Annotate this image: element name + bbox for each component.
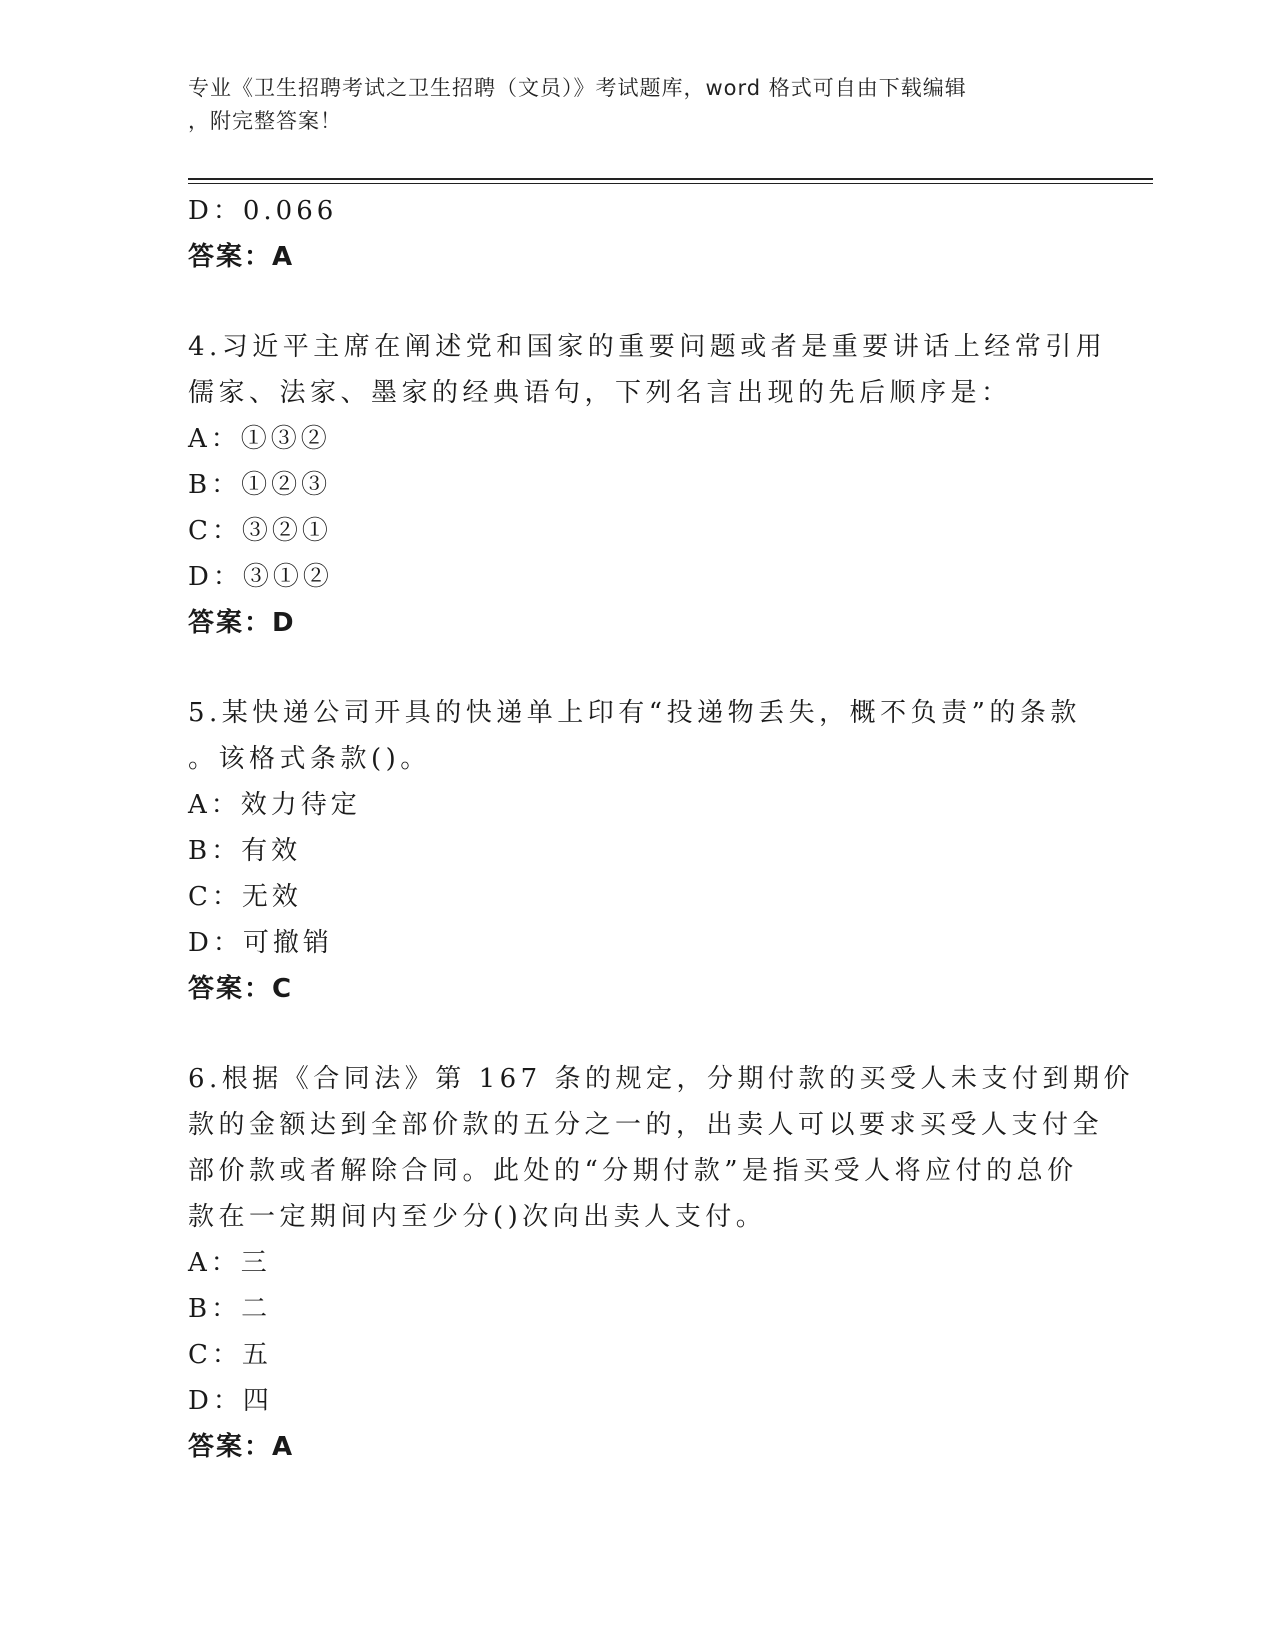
option-c: C：③②①: [188, 516, 332, 546]
header-line-1: 专业《卫生招聘考试之卫生招聘（文员）》考试题库，word 格式可自由下载编辑: [188, 76, 967, 100]
option-d: D：③①②: [188, 562, 333, 592]
question-6: [188, 1056, 1134, 1470]
question-stem-line: 5.某快递公司开具的快递单上印有“投递物丢失，概不负责”的条款: [188, 698, 1081, 728]
question-stem-line: 6.根据《合同法》第 167 条的规定，分期付款的买受人未支付到期价: [188, 1064, 1134, 1094]
question-stem-line: 。该格式条款()。: [188, 744, 431, 774]
option-b: B：二: [188, 1294, 272, 1324]
document-header: [188, 72, 1068, 138]
question-4: [188, 324, 1107, 646]
option-a: A：三: [188, 1248, 271, 1278]
option-c: C：五: [188, 1340, 272, 1370]
question-spacer: [188, 280, 1088, 324]
header-line-2: ，附完整答案！: [188, 109, 342, 133]
previous-question-tail: [188, 188, 1088, 280]
question-spacer: [188, 646, 1088, 690]
question-stem-line: 款在一定期间内至少分()次向出卖人支付。: [188, 1202, 767, 1232]
answer-line: 答案：C: [188, 974, 294, 1004]
option-d: D：四: [188, 1386, 273, 1416]
question-stem-line: 4.习近平主席在阐述党和国家的重要问题或者是重要讲话上经常引用: [188, 332, 1107, 362]
option-d: D：0.066: [188, 196, 338, 226]
option-c: C：无效: [188, 882, 302, 912]
answer-line: 答案：D: [188, 608, 296, 638]
option-a: A：①③②: [188, 424, 331, 454]
option-b: B：有效: [188, 836, 302, 866]
question-stem-line: 儒家、法家、墨家的经典语句，下列名言出现的先后顺序是：: [188, 378, 1012, 408]
question-spacer: [188, 1012, 1088, 1056]
question-5: [188, 690, 1088, 1012]
question-list: [188, 188, 1134, 1470]
option-a: A：效力待定: [188, 790, 361, 820]
option-b: B：①②③: [188, 470, 332, 500]
question-stem-line: 款的金额达到全部价款的五分之一的，出卖人可以要求买受人支付全: [188, 1110, 1104, 1140]
answer-line: 答案：A: [188, 242, 295, 272]
question-stem-line: 部价款或者解除合同。此处的“分期付款”是指买受人将应付的总价: [188, 1156, 1078, 1186]
option-d: D：可撤销: [188, 928, 333, 958]
answer-line: 答案：A: [188, 1432, 295, 1462]
header-divider: [188, 178, 1153, 184]
